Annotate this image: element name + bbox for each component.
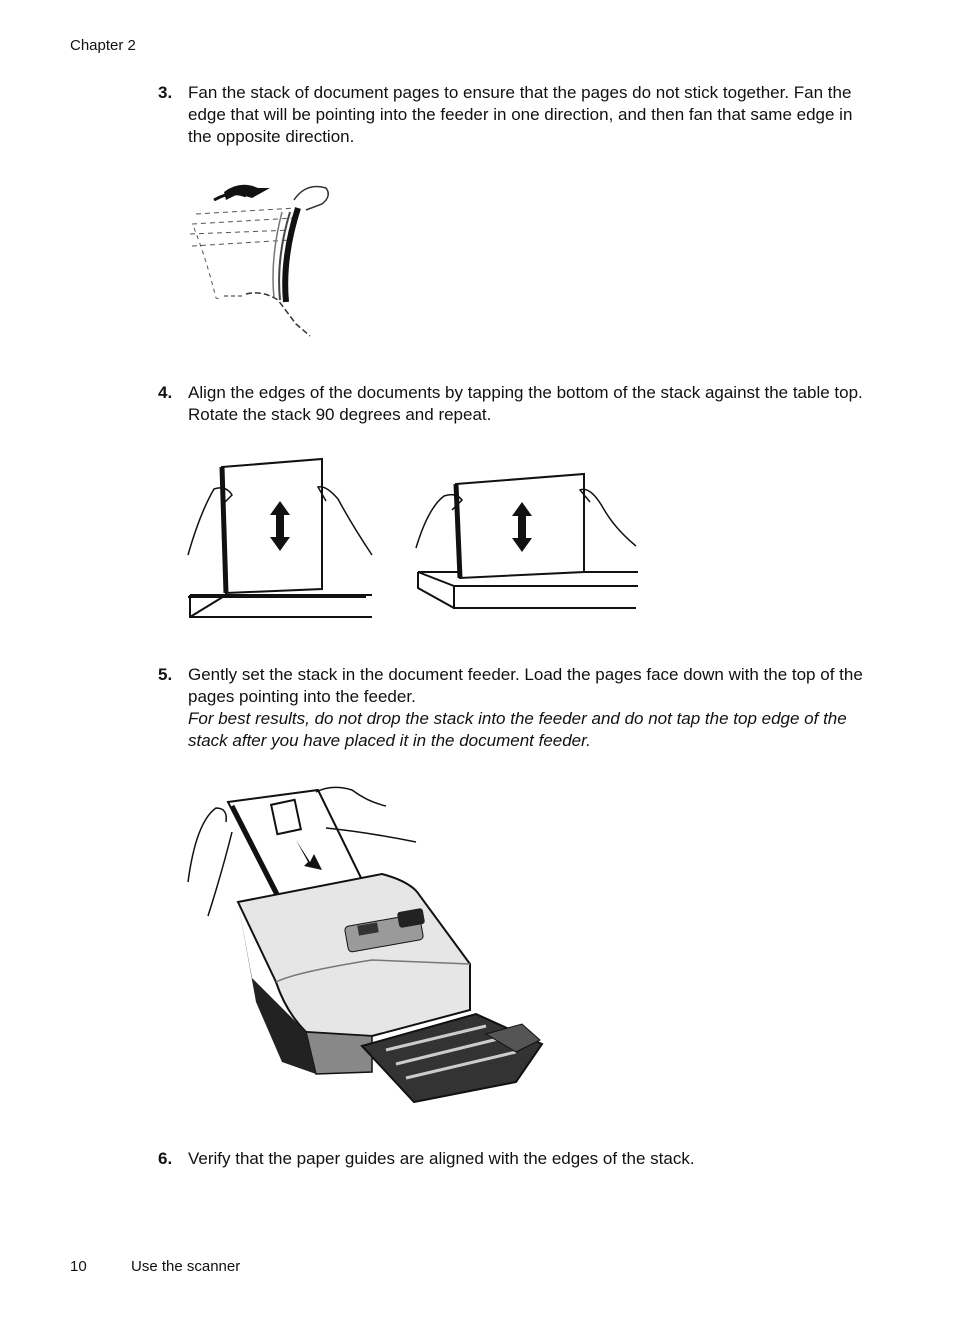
step-3 [158, 82, 870, 148]
step-number: 3. [158, 83, 173, 102]
step-text: Fan the stack of document pages to ensure that the pages do not stick together. Fan the edge that will be pointing into the feeder in one direction, and then fan that same edge in the opposite direction. [188, 83, 853, 146]
footer-section: Use the scanner [131, 1258, 241, 1275]
step-text: Verify that the paper guides are aligned with the edges of the stack. [188, 1149, 695, 1168]
scanner-feeder-illustration [186, 782, 546, 1110]
step-text: Align the edges of the documents by tapping the bottom of the stack against the table top. Rotate the stack 90 degrees and repeat. [188, 383, 863, 424]
step-number: 5. [158, 665, 173, 684]
step-4 [158, 382, 870, 426]
step-number: 4. [158, 383, 173, 402]
step-5 [158, 664, 870, 752]
step-number: 6. [158, 1149, 173, 1168]
running-header: Chapter 2 [70, 37, 136, 54]
page-number: 10 [70, 1258, 87, 1275]
tap-stack-landscape-illustration [414, 468, 640, 614]
fan-pages-illustration [186, 178, 338, 343]
step-6 [158, 1148, 870, 1170]
step-text: Gently set the stack in the document feeder. Load the pages face down with the top of the pages pointing into the feeder. [188, 665, 863, 706]
tap-stack-portrait-illustration [186, 455, 376, 627]
step-note: For best results, do not drop the stack into the feeder and do not tap the top edge of the stack after you have placed it in the document feeder. [188, 709, 847, 750]
